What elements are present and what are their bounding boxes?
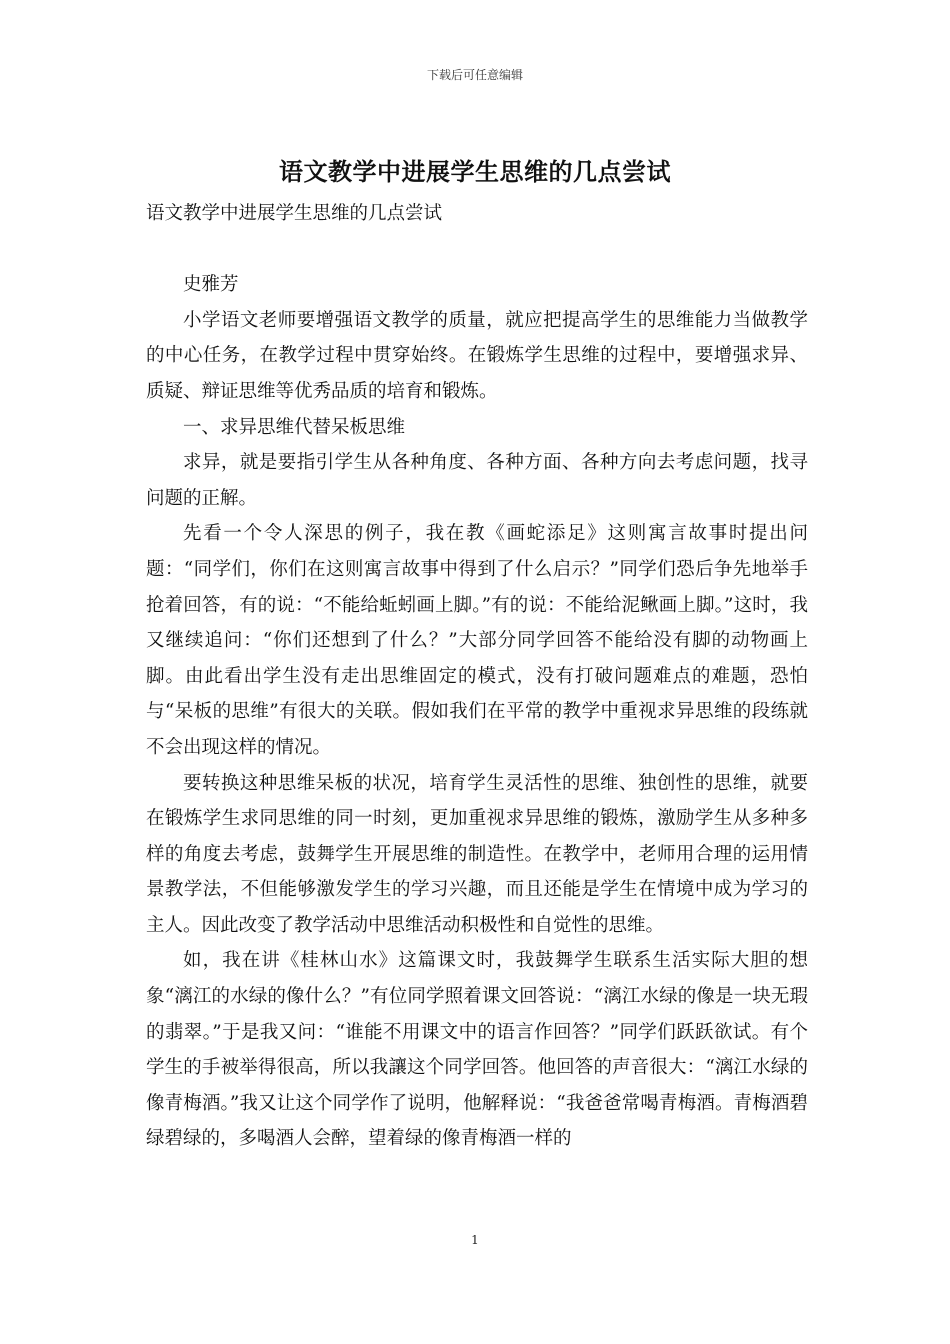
author-name: 史雅芳 [183, 274, 239, 296]
document-title: 语文教学中进展学生思维的几点尝试 [279, 157, 671, 186]
paragraph: 先看一个令人深思的例子，我在教《画蛇添足》这则寓言故事时提出问题：“同学们，你们在这则寓言故事中得到了什么启示？”同学们恐后争先地举手抢着回答，有的说：“不能给蚯蚓画上脚。”有的说：不能给泥鳅画上脚。”这时，我又继续追问：“你们还想到了什么？”大部分同学回答不能给没有脚的动物画上脚。由此看出学生没有走出思维固定的模式，没有打破问题难点的难题，恐怕与“呆板的思维”有很大的关联。假如我们在平常的教学中重视求异思维的段练就不会出现这样的情况。 [146, 523, 808, 758]
page-number: 1 [471, 1233, 479, 1247]
section-heading: 一、求异思维代替呆板思维 [183, 416, 406, 438]
subtitle: 语文教学中进展学生思维的几点尝试 [146, 203, 443, 224]
paragraph: 求异，就是要指引学生从各种角度、各种方面、各种方向去考虑问题，找寻问题的正解。 [146, 452, 808, 509]
blank-line [146, 232, 808, 268]
paragraph: 要转换这种思维呆板的状况，培育学生灵活性的思维、独创性的思维，就要在锻炼学生求同思维的同一时刻，更加重视求异思维的锻炼，激励学生从多种多样的角度去考虑，鼓舞学生开展思维的制造性。在教学中，老师用合理的运用情景教学法，不但能够激发学生的学习兴趣，而且还能是学生在情境中成为学习的主人。因此改变了教学活动中思维活动积极性和自觉性的思维。 [146, 772, 808, 936]
page-header: 下载后可任意编辑 [426, 68, 523, 82]
paragraph: 小学语文老师要增强语文教学的质量，就应把提高学生的思维能力当做教学的中心任务，在教学过程中贯穿始终。在锻炼学生思维的过程中，要增强求异、质疑、辩证思维等优秀品质的培育和锻炼。 [146, 309, 808, 402]
document-body [146, 196, 808, 1157]
paragraph: 如，我在讲《桂林山水》这篇课文时，我鼓舞学生联系生活实际大胆的想象“漓江的水绿的像什么？”有位同学照着课文回答说：“漓江水绿的像是一块无瑕的翡翠。”于是我又问：“谁能不用课文中的语言作回答？”同学们跃跃欲试。有个学生的手被举得很高，所以我讓这个同学回答。他回答的声音很大：“漓江水绿的像青梅酒。”我又让这个同学作了说明，他解释说：“我爸爸常喝青梅酒。青梅酒碧绿碧绿的，多喝酒人会醉，望着绿的像青梅酒一样的 [146, 950, 808, 1150]
